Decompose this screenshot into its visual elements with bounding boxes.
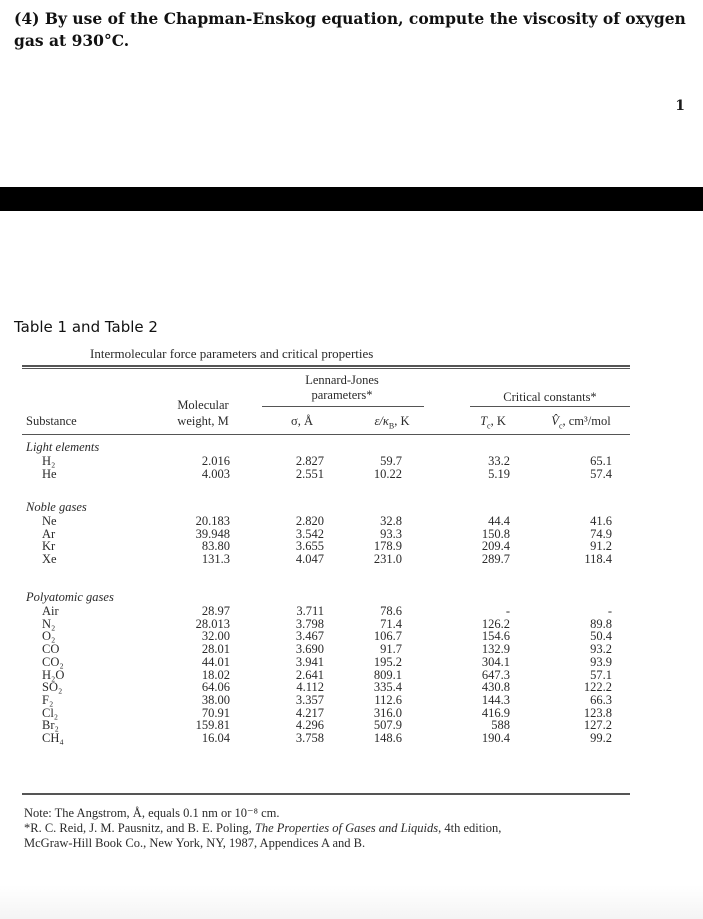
epsilon-unit: , K — [394, 414, 410, 428]
tc-cell: 132.9 — [481, 642, 510, 657]
tc-cell: 430.8 — [481, 680, 510, 695]
tc-cell: 150.8 — [481, 526, 510, 541]
molecular-weight-cell: 2.016 — [201, 454, 230, 468]
note-angstrom: Note: The Angstrom, Å, equals 0.1 nm or 10⁻⁸ cm. — [24, 806, 280, 820]
epsilon-cell: 78.6 — [380, 604, 402, 618]
tc-cell: 209.4 — [481, 539, 510, 554]
tables-heading: Table 1 and Table 2 — [14, 318, 158, 336]
epsilon-cell: 809.1 — [373, 667, 402, 682]
vc-symbol: V̂ — [551, 414, 559, 428]
molecular-weight-cell: 28.01 — [201, 642, 230, 657]
sigma-header: σ, Å — [290, 414, 313, 428]
tc-subscript: c — [487, 421, 491, 431]
critical-group-rule — [470, 406, 630, 407]
vc-cell: 122.2 — [583, 680, 612, 695]
substance-cell: CO — [42, 642, 60, 657]
substance-cell: N₂ — [42, 616, 56, 631]
group-label: Polyatomic gases — [26, 590, 114, 604]
sigma-cell: 3.758 — [295, 731, 324, 745]
substance-cell: Ar — [42, 526, 56, 541]
molecular-weight-cell: 44.01 — [201, 654, 230, 669]
tc-cell: 154.6 — [481, 629, 510, 644]
tc-unit: , K — [490, 414, 506, 428]
molecular-weight-cell: 70.91 — [201, 705, 230, 720]
sigma-cell: 3.941 — [295, 654, 324, 669]
epsilon-cell: 32.8 — [380, 514, 402, 528]
vc-cell: 93.9 — [590, 654, 612, 669]
substance-cell: Ne — [42, 514, 57, 528]
vc-cell: 50.4 — [590, 629, 612, 644]
sigma-cell: 3.467 — [295, 629, 324, 644]
molecular-weight-cell: 28.97 — [201, 604, 230, 618]
substance-header: Substance — [26, 414, 77, 428]
sigma-cell: 2.820 — [295, 514, 324, 528]
note-reference-prefix: *R. C. Reid, J. M. Pausnitz, and B. E. Poling, — [24, 821, 255, 835]
substance-cell: Br₂ — [42, 718, 59, 733]
sigma-cell: 4.217 — [295, 705, 324, 720]
substance-cell: F₂ — [42, 692, 54, 707]
tc-symbol: T — [480, 414, 488, 428]
tc-cell: 190.4 — [481, 731, 510, 745]
vc-subscript: c — [558, 421, 563, 431]
vc-cell: 91.2 — [590, 539, 612, 554]
vc-cell: 57.4 — [590, 466, 612, 481]
molecular-weight-cell: 18.02 — [201, 667, 230, 682]
note-reference-title: The Properties of Gases and Liquids — [254, 821, 439, 835]
molecular-weight-cell: 16.04 — [201, 731, 230, 745]
vc-cell: 127.2 — [583, 718, 612, 733]
vc-cell: 66.3 — [590, 692, 612, 707]
substance-cell: SO₂ — [42, 680, 63, 695]
vc-header — [532, 414, 630, 431]
vc-cell: 89.8 — [590, 616, 612, 631]
epsilon-cell: 93.3 — [380, 526, 402, 541]
epsilon-cell: 231.0 — [373, 552, 402, 567]
substance-cell: H₂O — [42, 667, 65, 682]
redaction-bar — [0, 187, 703, 211]
vc-cell: 57.1 — [590, 667, 612, 682]
tc-cell: 144.3 — [481, 692, 510, 707]
epsilon-cell: 316.0 — [373, 705, 402, 720]
molecular-weight-cell: 39.948 — [195, 526, 230, 541]
sigma-cell: 4.047 — [295, 552, 324, 567]
lj-group-rule — [262, 406, 424, 407]
molecular-weight-cell: 28.013 — [195, 616, 230, 631]
vc-cell: 93.2 — [590, 642, 612, 657]
epsilon-cell: 335.4 — [373, 680, 402, 695]
substance-cell: O₂ — [42, 629, 56, 644]
epsilon-cell: 148.6 — [373, 731, 402, 745]
epsilon-cell: 106.7 — [373, 629, 402, 644]
tc-cell: 126.2 — [481, 616, 510, 631]
top-rule-inner — [22, 368, 630, 369]
substance-cell: He — [42, 466, 57, 481]
table-notes — [24, 806, 664, 851]
vc-cell: 99.2 — [590, 731, 612, 745]
epsilon-cell: 59.7 — [380, 454, 402, 468]
page-bottom-shade — [0, 885, 703, 919]
tc-cell: 289.7 — [481, 552, 510, 567]
sigma-cell: 3.357 — [295, 692, 324, 707]
epsilon-cell: 112.6 — [374, 692, 402, 707]
vc-unit: , cm³/mol — [562, 414, 611, 428]
tc-cell: 416.9 — [481, 705, 510, 720]
substance-cell: Cl₂ — [42, 705, 59, 720]
header-rule — [22, 434, 630, 435]
molecular-weight-cell: 64.06 — [201, 680, 230, 695]
vc-cell: 118.4 — [584, 552, 612, 567]
note-reference — [24, 821, 664, 836]
molecular-weight-cell: 20.183 — [195, 514, 230, 528]
sigma-cell: 2.551 — [295, 466, 324, 481]
molecular-weight-cell: 4.003 — [201, 466, 230, 481]
sigma-cell: 3.711 — [296, 604, 324, 618]
bottom-rule — [22, 793, 630, 795]
sigma-cell: 3.798 — [295, 616, 324, 631]
epsilon-cell: 71.4 — [380, 616, 402, 631]
sigma-cell: 3.655 — [295, 539, 324, 554]
epsilon-symbol: ε/κ — [374, 414, 389, 428]
note-reference-suffix: , 4th edition, — [438, 821, 502, 835]
molecular-weight-cell: 38.00 — [201, 692, 230, 707]
vc-cell: 41.6 — [590, 514, 612, 528]
vc-cell: 74.9 — [590, 526, 612, 541]
molecular-weight-cell: 159.81 — [195, 718, 230, 733]
sigma-cell: 2.827 — [295, 454, 324, 468]
mw-header-line1: Molecular — [177, 398, 229, 412]
vc-cell: 123.8 — [583, 705, 612, 720]
group-label: Noble gases — [26, 500, 87, 514]
vc-cell: 65.1 — [590, 454, 612, 468]
epsilon-cell: 195.2 — [373, 654, 402, 669]
epsilon-cell: 178.9 — [373, 539, 402, 554]
tc-cell: 33.2 — [488, 454, 510, 468]
epsilon-cell: 91.7 — [380, 642, 402, 657]
tc-cell: 647.3 — [481, 667, 510, 682]
tc-cell: 588 — [491, 718, 510, 733]
sigma-cell: 3.690 — [295, 642, 324, 657]
top-rule — [22, 365, 630, 367]
substance-cell: CO₂ — [42, 654, 64, 669]
sigma-cell: 4.296 — [295, 718, 324, 733]
mw-header-line2: weight, M — [177, 414, 229, 428]
tc-header — [468, 414, 518, 431]
tc-cell: - — [505, 604, 510, 618]
group-label: Light elements — [26, 440, 100, 454]
epsilon-cell: 10.22 — [373, 466, 402, 481]
tc-cell: 5.19 — [488, 466, 510, 481]
lj-group-header-line2: parameters* — [311, 388, 373, 402]
substance-cell: Air — [42, 604, 59, 618]
vc-cell: - — [607, 604, 612, 618]
molecular-weight-cell: 32.00 — [201, 629, 230, 644]
page-number: 1 — [675, 98, 685, 114]
critical-group-header: Critical constants* — [503, 390, 597, 404]
note-publisher: McGraw-Hill Book Co., New York, NY, 1987, Appendices A and B. — [24, 836, 366, 850]
substance-cell: CH₄ — [42, 731, 64, 745]
substance-cell: Kr — [42, 539, 56, 554]
sigma-cell: 4.112 — [296, 680, 324, 695]
table-caption: Intermolecular force parameters and critical properties — [90, 346, 374, 361]
substance-cell: H₂ — [42, 454, 56, 468]
molecular-weight-cell: 83.80 — [201, 539, 230, 554]
substance-cell: Xe — [42, 552, 57, 567]
sigma-cell: 2.641 — [295, 667, 324, 682]
epsilon-cell: 507.9 — [373, 718, 402, 733]
question-text: (4) By use of the Chapman-Enskog equation, compute the viscosity of oxygen gas at 930°C. — [14, 9, 686, 50]
lj-group-header-line1: Lennard-Jones — [305, 373, 379, 387]
tc-cell: 44.4 — [488, 514, 510, 528]
molecular-weight-cell: 131.3 — [201, 552, 230, 567]
epsilon-header — [354, 414, 430, 431]
tc-cell: 304.1 — [481, 654, 510, 669]
sigma-cell: 3.542 — [295, 526, 324, 541]
epsilon-subscript: B — [388, 421, 395, 431]
